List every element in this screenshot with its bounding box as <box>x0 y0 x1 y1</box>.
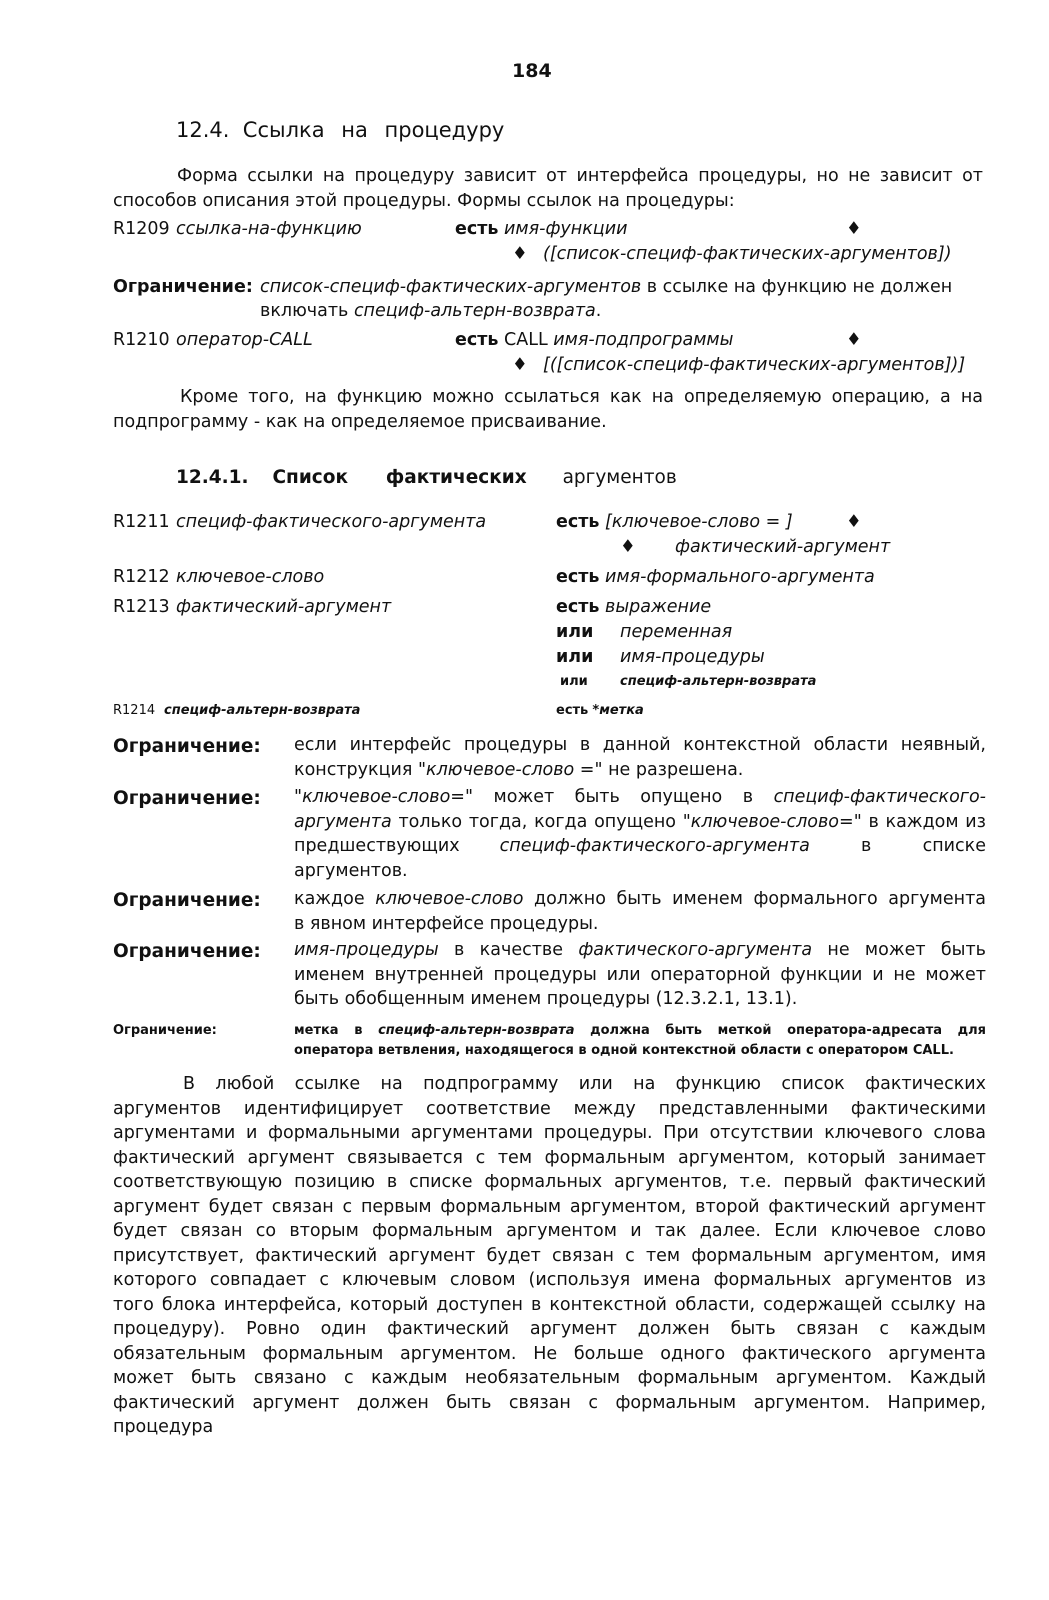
text: конструкция " <box>294 759 426 780</box>
text: в списке <box>809 836 986 856</box>
paragraph-line: аргументами и формальными аргументами процедуры. При отсутствии ключевого слова <box>113 1123 986 1143</box>
text-line <box>294 887 986 912</box>
diamond-bullet-icon: ♦ <box>620 537 636 557</box>
text-line: именем внутренней процедуры или операторной функции и не может <box>294 964 986 985</box>
page-number: 184 <box>512 60 552 82</box>
rule-r1214-rhs-value: *метка <box>592 703 644 718</box>
rule-r1211-lhs: специф-фактического-аргумента <box>176 512 487 532</box>
note-line-2: подпрограмму - как на определяемое присваивание. <box>113 411 607 432</box>
rule-r1210-rhs1: имя-подпрограммы <box>553 330 734 350</box>
rule-r1212-lhs: ключевое-слово <box>176 567 325 587</box>
text-line <box>294 758 986 783</box>
text-line <box>294 834 986 859</box>
text-line <box>294 1021 986 1041</box>
rule-r1209-rhs1: имя-функции <box>504 219 628 239</box>
rule-r1209-rhs <box>455 217 627 241</box>
text: включать <box>260 301 354 321</box>
text: не может быть <box>812 940 986 960</box>
diamond-bullet-icon: ♦ <box>512 244 528 264</box>
constraint-label: Ограничение: <box>113 736 261 757</box>
constraint-3-text <box>294 887 986 936</box>
keyword-est: есть <box>455 219 499 239</box>
rule-r1210-rhs <box>455 328 733 352</box>
constraint-4-text <box>294 938 986 1012</box>
paragraph-line: обязательным формальным аргументом. Не больше одного фактического аргумента <box>113 1343 986 1364</box>
paragraph-line: присутствует, фактический аргумент будет связан с тем формальным аргументом, имя <box>113 1245 986 1266</box>
paragraph-line: соответствующую позицию в списке формальных аргументов, т.е. первый фактический <box>113 1172 986 1192</box>
text: " может быть опущено в <box>464 787 774 807</box>
section-heading <box>176 118 504 142</box>
text-line <box>294 810 986 835</box>
constraint-label: Ограничение: <box>113 1023 217 1038</box>
rule-r1209-lhs: ссылка-на-функцию <box>176 219 362 239</box>
rule-r1212-rhs <box>556 565 875 589</box>
term: специф-фактического-аргумента <box>499 836 810 856</box>
diamond-bullet-icon: ♦ <box>512 355 528 375</box>
constraint-text-line-1 <box>260 275 952 299</box>
text: метка в <box>294 1023 379 1038</box>
paragraph-line: фактический аргумент должен быть связан с формальным аргументом. Например, <box>113 1392 986 1413</box>
text: . <box>595 301 602 321</box>
rule-r1211-rhs1: [ключевое-слово = ] <box>605 512 793 532</box>
keyword-est: есть <box>556 703 589 718</box>
keyword-est: есть <box>556 597 600 617</box>
rule-r1209-id: R1209 <box>113 219 170 239</box>
paragraph-line: может быть связано с каждым необязательным формальным аргументом. Каждый <box>113 1368 986 1388</box>
text: " в каждом из <box>853 811 986 832</box>
paragraph-line: процедура <box>113 1417 214 1437</box>
diamond-bullet-icon: ♦ <box>846 330 862 350</box>
subsection-number: 12.4.1. <box>176 467 249 488</box>
diamond-bullet-icon: ♦ <box>846 512 862 532</box>
rule-r1211-rhs <box>556 510 793 534</box>
note-line-1: Кроме того, на функцию можно ссылаться как на определяемую операцию, а на <box>180 387 983 407</box>
rule-r1210-id: R1210 <box>113 330 170 350</box>
constraint-label: Ограничение: <box>113 277 253 297</box>
term: ключевое-слово <box>375 889 524 909</box>
intro-line-1: Форма ссылки на процедуру зависит от интерфейса процедуры, но не зависит от <box>177 166 983 186</box>
text: в ссылке на функцию не должен <box>641 277 953 297</box>
rule-r1212-rhs-value: имя-формального-аргумента <box>605 567 875 587</box>
rule-r1209-rhs2: ([список-специф-фактических-аргументов]) <box>543 244 952 264</box>
text: в качестве <box>438 940 579 960</box>
subsection-word: Список <box>272 467 349 488</box>
rule-r1213-alt: специф-альтерн-возврата <box>620 674 817 689</box>
text: каждое <box>294 889 376 909</box>
text-line <box>294 785 986 810</box>
constraint-label: Ограничение: <box>113 788 261 809</box>
text: предшествующих <box>294 836 460 856</box>
rule-r1211-rhs2: фактический-аргумент <box>675 537 891 557</box>
rule-r1213-rhs-value: выражение <box>605 597 712 617</box>
subsection-word: аргументов <box>562 467 677 488</box>
keyword-ili: или <box>556 622 594 642</box>
constraint-1-text <box>294 733 986 782</box>
text: " не разрешена. <box>594 759 744 780</box>
term: аргумента <box>294 811 392 832</box>
rule-r1211-id: R1211 <box>113 512 170 532</box>
keyword-ili: или <box>560 674 588 689</box>
rule-r1213-rhs <box>556 595 711 619</box>
term: ключевое-слово= <box>302 787 465 807</box>
paragraph-line: процедуру). Ровно один фактический аргумент должен быть связан с каждым <box>113 1319 986 1339</box>
term: фактического-аргумента <box>578 940 813 960</box>
rule-r1214-id: R1214 <box>113 703 156 718</box>
term: имя-процедуры <box>294 940 439 960</box>
text-line: оператора ветвления, находящегося в одной контекстной области с оператором CALL. <box>294 1043 954 1058</box>
constraint-5-text <box>294 1021 986 1061</box>
rule-r1213-id: R1213 <box>113 597 170 617</box>
rule-r1210-rhs2: [([список-специф-фактических-аргументов])] <box>543 355 966 375</box>
term: список-специф-фактических-аргументов <box>260 277 642 297</box>
rule-r1213-alt: переменная <box>620 622 733 642</box>
text: только тогда, когда опущено " <box>391 811 691 832</box>
keyword-est: есть <box>455 330 499 350</box>
intro-line-2: способов описания этой процедуры. Формы ссылок на процедуры: <box>113 190 735 211</box>
rule-r1214-rhs <box>556 703 644 718</box>
term: специф-альтерн-возврата <box>378 1023 575 1038</box>
main-paragraph <box>113 1072 986 1440</box>
note-paragraph <box>113 385 983 434</box>
section-number: 12.4. <box>176 118 230 142</box>
constraint-2-text <box>294 785 986 883</box>
text-line <box>294 938 986 963</box>
paragraph-line: того блока интерфейса, который доступен в контекстной области, содержащей ссылку на <box>113 1294 986 1315</box>
keyword-ili: или <box>556 647 594 667</box>
rule-r1214-lhs: специф-альтерн-возврата <box>164 703 361 718</box>
text: должно быть именем формального аргумента <box>523 889 986 909</box>
text: " <box>294 787 303 807</box>
subsection-heading <box>176 467 677 488</box>
rule-r1210-lhs: оператор-CALL <box>176 330 313 350</box>
paragraph-line: В любой ссылке на подпрограмму или на функцию список фактических <box>183 1074 986 1094</box>
text-line: быть обобщенным именем процедуры (12.3.2.1, 13.1). <box>294 989 798 1009</box>
rule-r1213-alt: имя-процедуры <box>620 647 765 667</box>
subsection-word: фактических <box>385 467 527 488</box>
text-line: в явном интерфейсе процедуры. <box>294 913 599 934</box>
rule-r1212-id: R1212 <box>113 567 170 587</box>
constraint-text-line-2 <box>260 299 601 323</box>
keyword-est: есть <box>556 512 600 532</box>
text-line: если интерфейс процедуры в данной контекстной области неявный, <box>294 735 986 755</box>
text-line: аргументов. <box>294 860 408 881</box>
section-title: Ссылка на процедуру <box>242 118 505 142</box>
constraint-label: Ограничение: <box>113 890 261 911</box>
paragraph-line: фактический аргумент связывается с тем формальным аргументом, который занимает <box>113 1147 986 1168</box>
paragraph-line: которого совпадает с ключевым словом (используя имена формальных аргументов из <box>113 1270 986 1290</box>
term: специф-фактического- <box>773 787 986 807</box>
rule-r1213-lhs: фактический-аргумент <box>176 597 392 617</box>
paragraph-line: аргументов идентифицирует соответствие между представленными фактическими <box>113 1098 986 1119</box>
term: ключевое-слово= <box>690 811 854 832</box>
keyword-est: есть <box>556 567 600 587</box>
text: должна быть меткой оператора-адресата для <box>574 1023 986 1038</box>
term: специф-альтерн-возврата <box>353 301 596 321</box>
paragraph-line: будет связан со вторым формальным аргументом и так далее. Если ключевое слово <box>113 1221 986 1241</box>
constraint-label: Ограничение: <box>113 941 261 962</box>
intro-paragraph <box>113 164 983 213</box>
paragraph-line: аргумент будет связан с первым формальным аргументом, второй фактический аргумент <box>113 1196 986 1217</box>
keyword-call: CALL <box>498 330 554 350</box>
term: ключевое-слово = <box>426 759 595 780</box>
diamond-bullet-icon: ♦ <box>846 219 862 239</box>
